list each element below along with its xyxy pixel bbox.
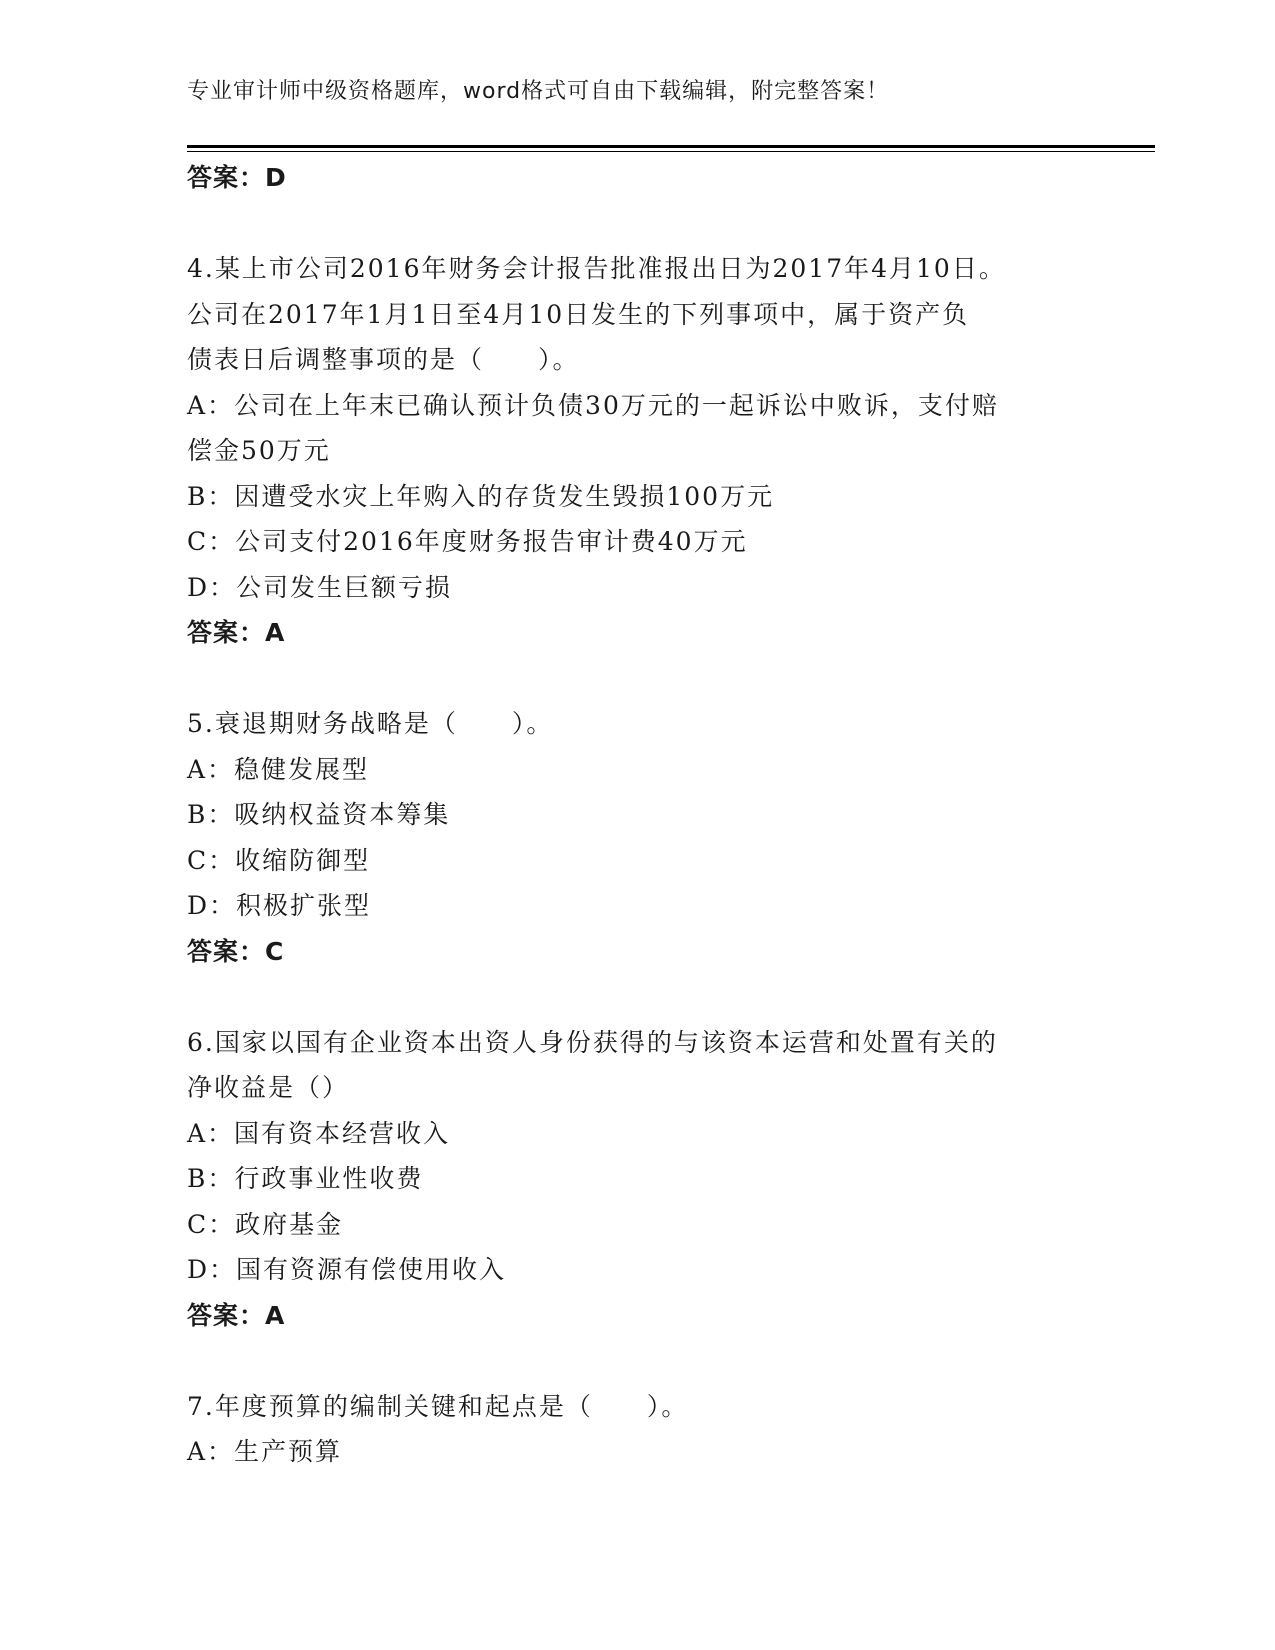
spacer <box>187 201 1087 247</box>
spacer <box>187 974 1087 1020</box>
option-a-continued: 偿金50万元 <box>187 436 331 465</box>
option-b: B：吸纳权益资本筹集 <box>187 800 451 829</box>
page-header: 专业审计师中级资格题库，word格式可自由下载编辑，附完整答案！ <box>187 79 890 104</box>
answer-q4: 答案：A <box>187 618 286 647</box>
spacer <box>187 656 1087 702</box>
option-d: D：积极扩张型 <box>187 891 372 920</box>
question-text-line: 5.衰退期财务战略是（ ）。 <box>187 709 554 738</box>
question-text-line: 债表日后调整事项的是（ ）。 <box>187 345 580 374</box>
answer-q5: 答案：C <box>187 936 285 966</box>
option-c: C：公司支付2016年度财务报告审计费40万元 <box>187 527 748 556</box>
spacer <box>187 1338 1087 1384</box>
option-a: A：国有资本经营收入 <box>187 1118 451 1148</box>
question-text-line: 4.某上市公司2016年财务会计报告批准报出日为2017年4月10日。 <box>187 254 1006 283</box>
question-text-line: 6.国家以国有企业资本出资人身份获得的与该资本运营和处置有关的 <box>187 1027 998 1057</box>
option-b: B：行政事业性收费 <box>187 1164 424 1193</box>
question-text-line: 净收益是（） <box>187 1073 350 1102</box>
option-d: D：公司发生巨额亏损 <box>187 572 453 602</box>
option-c: C：收缩防御型 <box>187 845 371 875</box>
answer-q3: 答案：D <box>187 163 287 192</box>
header-rule-thin <box>187 151 1155 152</box>
question-4 <box>187 246 1087 656</box>
question-content <box>187 155 1087 1475</box>
question-6 <box>187 1020 1087 1339</box>
option-a: A：公司在上年末已确认预计负债30万元的一起诉讼中败诉，支付赔 <box>187 390 999 420</box>
question-text-line: 7.年度预算的编制关键和起点是（ ）。 <box>187 1391 689 1421</box>
option-c: C：政府基金 <box>187 1209 344 1239</box>
question-5 <box>187 701 1087 974</box>
question-text-line: 公司在2017年1月1日至4月10日发生的下列事项中，属于资产负 <box>187 299 970 329</box>
header-rule-thick <box>187 145 1155 148</box>
answer-q6: 答案：A <box>187 1300 286 1330</box>
option-a: A：稳健发展型 <box>187 754 370 784</box>
option-b: B：因遭受水灾上年购入的存货发生毁损100万元 <box>187 481 775 511</box>
option-d: D：国有资源有偿使用收入 <box>187 1255 507 1284</box>
option-a: A：生产预算 <box>187 1437 343 1466</box>
question-7 <box>187 1384 1087 1475</box>
